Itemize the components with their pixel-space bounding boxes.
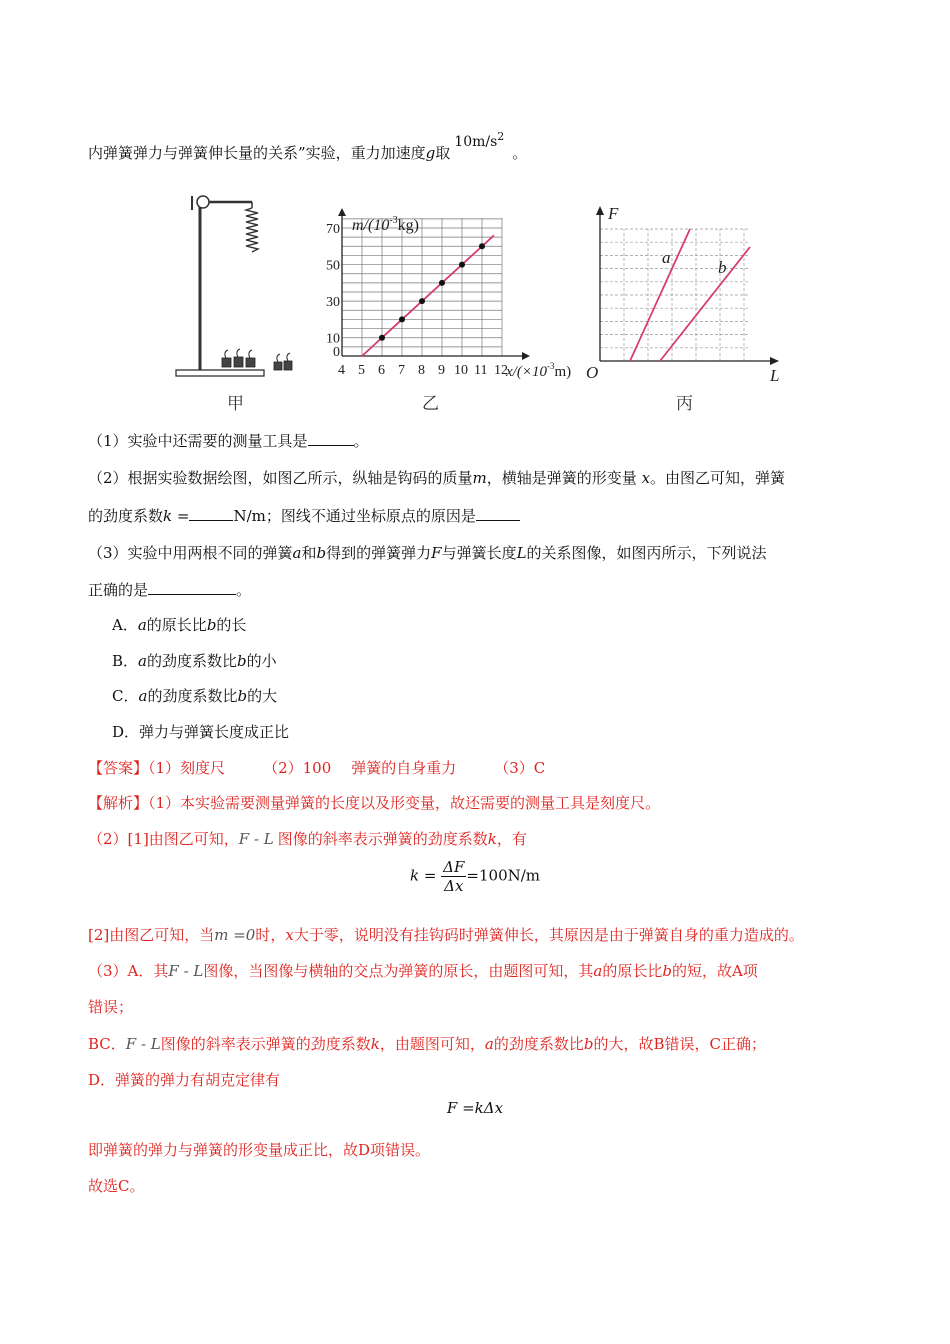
- yi-data-point: [479, 243, 485, 249]
- yi-x-tick-label: 5: [358, 363, 365, 378]
- bing-label-b: b: [718, 258, 727, 277]
- yi-y-tick-label: 10: [326, 331, 340, 347]
- figure-jia-apparatus: [170, 186, 310, 381]
- answer-blank-2a: [189, 506, 233, 521]
- analysis-line-4: （3）A．其F - L图像，当图像与横轴的交点为弹簧的原长，由题图可知，其a的原长比b的短，故A项: [88, 962, 758, 980]
- yi-x-tick-label: 7: [398, 363, 405, 378]
- intro-line: 内弹簧弹力与弹簧伸长量的关系”实验，重力加速度g取$10m/s^2$。: [88, 130, 528, 162]
- yi-xlabel: $x/(\times 10^{-3}m)$: [506, 361, 572, 380]
- yi-y-tick-label: 30: [326, 295, 340, 311]
- yi-data-point: [439, 280, 445, 286]
- question-2-line-1: （2）根据实验数据绘图，如图乙所示，纵轴是钩码的质量m，横轴是弹簧的形变量 x。由图乙可知，弹簧: [88, 469, 786, 487]
- answer-blank-1: [308, 431, 354, 446]
- fraction-deltaF-deltax: $\frac{\Delta F}{\Delta x}$: [443, 858, 465, 895]
- analysis-line-8: 即弹簧的弹力与弹簧的形变量成正比，故D项错误。: [88, 1141, 431, 1159]
- option-d[interactable]: D．弹力与弹簧长度成正比: [112, 723, 290, 741]
- equation-k: k = $\frac{\Delta F}{\Delta x}$ =100N/m: [409, 858, 541, 895]
- answer-line: 【答案】（1）刻度尺 （2）100 弹簧的自身重力 （3）C: [88, 759, 546, 777]
- yi-data-point: [379, 335, 385, 341]
- yi-x-tick-label: 10: [454, 363, 468, 378]
- figure-yi-chart: [322, 208, 584, 386]
- yi-x-tick-label: 11: [474, 363, 488, 378]
- yi-x-tick-label: 4: [338, 363, 345, 378]
- analysis-line-3: [2]由图乙可知，当m =0时，x大于零，说明没有挂钩码时弹簧伸长，其原因是由于弹簧自身的重力造成的。: [88, 926, 804, 944]
- yi-x-tick-label: 6: [378, 363, 385, 378]
- yi-y-tick-label: 0: [333, 345, 340, 360]
- question-3-line-2: 正确的是 。: [88, 581, 252, 599]
- analysis-line-7: D．弹簧的弹力有胡克定律有: [88, 1071, 281, 1089]
- bing-label-L: L: [770, 366, 780, 383]
- figure-bing-chart: [584, 203, 794, 383]
- yi-x-tick-label: 8: [418, 363, 425, 378]
- option-c[interactable]: C．a的劲度系数比b的大: [112, 687, 278, 705]
- yi-x-tick-label: 9: [438, 363, 445, 378]
- analysis-line-9: 故选C。: [88, 1177, 145, 1195]
- option-b[interactable]: B．a的劲度系数比b的小: [112, 652, 277, 670]
- bing-label-O: O: [586, 363, 599, 382]
- yi-data-point: [459, 262, 465, 268]
- question-3-line-1: （3）实验中用两根不同的弹簧a和b得到的弹簧弹力F与弹簧长度L的关系图像，如图丙所示，下列说法: [88, 544, 767, 562]
- yi-data-point: [419, 298, 425, 304]
- analysis-line-1: 【解析】（1）本实验需要测量弹簧的长度以及形变量，故还需要的测量工具是刻度尺。: [88, 794, 661, 812]
- yi-x-tick-label: 12: [494, 363, 508, 378]
- bing-label-a: a: [662, 248, 671, 267]
- answer-blank-3: [148, 580, 236, 595]
- caption-jia: 甲: [227, 394, 244, 414]
- caption-bing: 丙: [676, 394, 693, 414]
- bing-label-F: F: [608, 204, 619, 223]
- yi-y-tick-label: 70: [326, 222, 340, 237]
- analysis-line-2: （2）[1]由图乙可知，F - L 图像的斜率表示弹簧的劲度系数k，有: [88, 830, 527, 848]
- option-a[interactable]: A．a的原长比b的长: [112, 616, 247, 634]
- yi-y-tick-label: 50: [326, 258, 340, 274]
- analysis-line-6: BC．F - L图像的斜率表示弹簧的劲度系数k，由题图可知，a的劲度系数比b的大，故B错误，C正确；: [88, 1035, 766, 1053]
- yi-data-point: [399, 316, 405, 322]
- question-2-line-2: 的劲度系数k = N/m；图线不通过坐标原点的原因是: [88, 505, 520, 526]
- yi-ylabel: $m/(10^{-3}kg)$: [352, 215, 419, 234]
- equation-hooke: F =kΔx: [446, 1099, 504, 1117]
- analysis-line-5: 错误；: [88, 998, 134, 1016]
- question-1: （1）实验中还需要的测量工具是 。: [88, 432, 369, 450]
- caption-yi: 乙: [422, 394, 439, 414]
- answer-blank-2b: [476, 506, 520, 521]
